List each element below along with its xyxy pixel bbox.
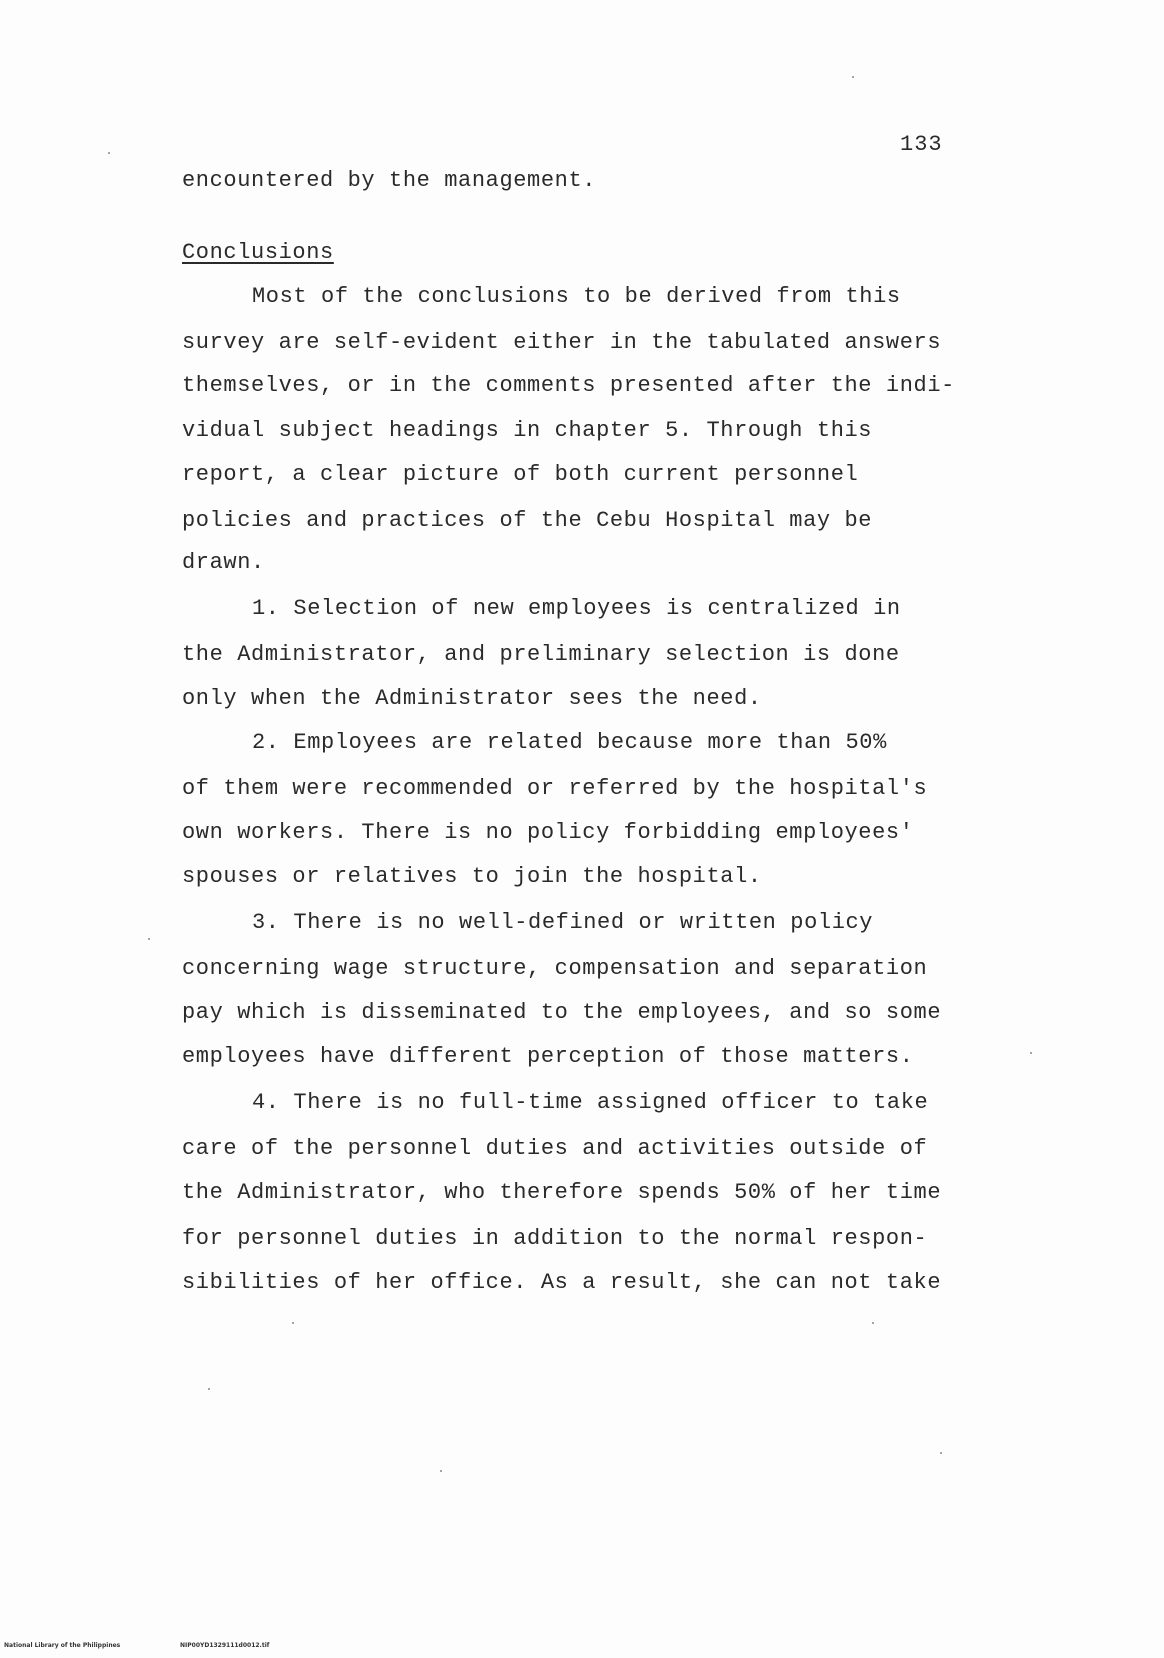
scan-speck (440, 1470, 442, 1472)
paragraph-line: survey are self-evident either in the tabulated answers (182, 330, 942, 355)
scan-speck (208, 1388, 210, 1390)
footer-file-code: NIP00YD1329111d0012.tif (180, 1642, 270, 1649)
scan-speck (852, 76, 854, 78)
conclusion-item-1-line: only when the Administrator sees the need. (182, 686, 762, 711)
section-heading: Conclusions (182, 240, 334, 265)
scan-speck (292, 1322, 294, 1324)
conclusion-item-2-line: spouses or relatives to join the hospital. (182, 864, 762, 889)
conclusion-item-4-line: the Administrator, who therefore spends 50% of her time (182, 1180, 942, 1205)
paragraph-line: Most of the conclusions to be derived from this (252, 284, 901, 309)
conclusion-item-2: 2. Employees are related because more than 50% (252, 730, 887, 755)
paragraph-line: policies and practices of the Cebu Hospital may be (182, 508, 873, 533)
scan-speck (148, 938, 150, 940)
conclusion-item-4-line: for personnel duties in addition to the normal respon- (182, 1226, 928, 1251)
paragraph-line: drawn. (182, 550, 265, 575)
conclusion-item-4: 4. There is no full-time assigned officer to take (252, 1090, 929, 1115)
conclusion-item-2-line: own workers. There is no policy forbidding employees' (182, 820, 914, 845)
lead-line: encountered by the management. (182, 168, 597, 193)
conclusion-item-3-line: pay which is disseminated to the employees, and so some (182, 1000, 942, 1025)
paragraph-line: themselves, or in the comments presented after the indi- (182, 373, 955, 398)
conclusion-item-2-line: of them were recommended or referred by the hospital's (182, 776, 928, 801)
scan-speck (1030, 1052, 1032, 1054)
paragraph-line: report, a clear picture of both current personnel (182, 462, 859, 487)
scan-speck (872, 1322, 874, 1324)
footer-library: National Library of the Philippines (4, 1642, 121, 1649)
paragraph-line: vidual subject headings in chapter 5. Through this (182, 418, 873, 443)
conclusion-item-3-line: concerning wage structure, compensation and separation (182, 956, 928, 981)
conclusion-item-4-line: care of the personnel duties and activities outside of (182, 1136, 928, 1161)
conclusion-item-1: 1. Selection of new employees is centralized in (252, 596, 901, 621)
conclusion-item-1-line: the Administrator, and preliminary selection is done (182, 642, 900, 667)
conclusion-item-3-line: employees have different perception of those matters. (182, 1044, 914, 1069)
conclusion-item-3: 3. There is no well-defined or written policy (252, 910, 874, 935)
scan-speck (940, 1452, 942, 1454)
conclusion-item-4-line: sibilities of her office. As a result, she can not take (182, 1270, 942, 1295)
page-number: 133 (900, 132, 943, 157)
scan-speck (108, 152, 110, 154)
